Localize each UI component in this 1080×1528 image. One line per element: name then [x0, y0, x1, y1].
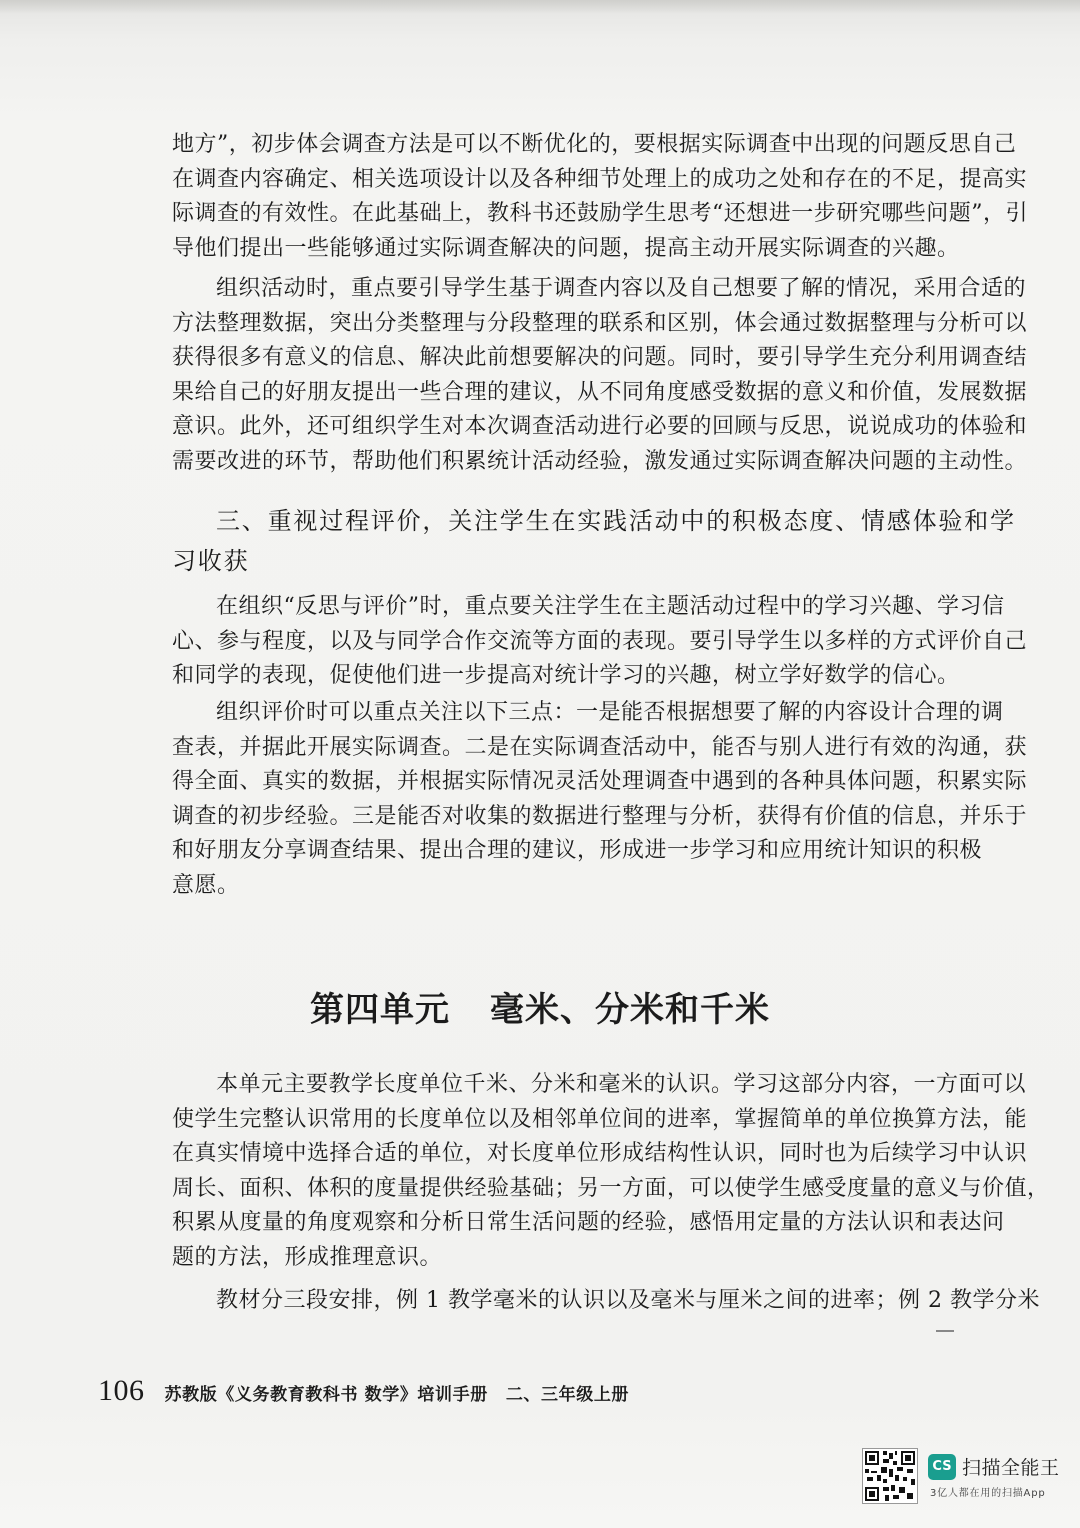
text-line: 果给自己的好朋友提出一些合理的建议，从不同角度感受数据的意义和价值，发展数据: [172, 379, 1028, 405]
text-line: 题的方法，形成推理意识。: [172, 1244, 443, 1270]
text-line: 和好朋友分享调查结果、提出合理的建议，形成进一步学习和应用统计知识的积极: [172, 838, 983, 863]
chapter-title: [0, 982, 1080, 1031]
book-title: [165, 1380, 630, 1405]
section-heading-3: [172, 501, 1016, 581]
text-line: 在组织“反思与评价”时，重点要关注学生在主题活动过程中的学习兴趣、学习信: [216, 594, 1005, 619]
text-line: 意识。此外，还可组织学生对本次调查活动进行必要的回顾与反思，说说成功的体验和: [172, 414, 1028, 439]
chapter-unit: 第四单元: [310, 990, 450, 1030]
text-line: 际调查的有效性。在此基础上，教科书还鼓励学生思考“还想进一步研究哪些问题”，引: [172, 201, 1028, 226]
heading-line: 三、重视过程评价，关注学生在实践活动中的积极态度、情感体验和学: [216, 507, 1016, 535]
pen-mark: [936, 1330, 954, 1332]
text-line: 地方”，初步体会调查方法是可以不断优化的，要根据实际调查中出现的问题反思自己: [172, 132, 1017, 157]
text-line: 在真实情境中选择合适的单位，对长度单位形成结构性认识，同时也为后续学习中认识: [172, 1141, 1028, 1166]
text-line: 和同学的表现，促使他们进一步提高对统计学习的兴趣，树立学好数学的信心。: [172, 663, 960, 688]
page-number: 106: [98, 1374, 145, 1407]
text-line: 使学生完整认识常用的长度单位以及相邻单位间的进率，掌握简单的单位换算方法，能: [172, 1106, 1028, 1132]
paragraph-6: [172, 1284, 1040, 1319]
text-line: 心、参与程度，以及与同学合作交流等方面的表现。要引导学生以多样的方式评价自己: [172, 628, 1028, 654]
text-line: 查表，并据此开展实际调查。二是在实际调查活动中，能否与别人进行有效的沟通，获: [172, 734, 1028, 760]
paragraph-4: [172, 696, 1028, 903]
chapter-name: 毫米、分米和千米: [490, 990, 770, 1030]
scanner-brand-row: [928, 1453, 1060, 1480]
scanner-brand: [928, 1453, 1060, 1499]
text-line: 调查的初步经验。三是能否对收集的数据进行整理与分析，获得有价值的信息，并乐于: [172, 803, 1028, 829]
paragraph-1: [172, 128, 1028, 266]
scanner-tagline: 3亿人都在用的扫描App: [930, 1488, 1046, 1499]
text-line: 方法整理数据，突出分类整理与分段整理的联系和区别，体会通过数据整理与分析可以: [172, 310, 1028, 336]
paragraph-2: [172, 272, 1028, 479]
book-title-text: 苏教版《义务教育教科书 数学》培训手册: [164, 1385, 488, 1405]
paragraph-3: [172, 590, 1028, 694]
page-footer: [98, 1374, 629, 1408]
text-line: 需要改进的环节，帮助他们积累统计活动经验，激发通过实际调查解决问题的主动性。: [172, 448, 1028, 474]
grade-label: 二、三年级上册: [505, 1385, 630, 1405]
camscanner-logo-icon: CS: [928, 1454, 956, 1480]
text-line: 本单元主要教学长度单位千米、分米和毫米的认识。学习这部分内容，一方面可以: [216, 1072, 1027, 1097]
text-line: 得全面、真实的数据，并根据实际情况灵活处理调查中遇到的各种具体问题，积累实际: [172, 769, 1028, 794]
text-line: 周长、面积、体积的度量提供经验基础；另一方面，可以使学生感受度量的意义与价值，: [172, 1175, 1050, 1201]
text-line: 获得很多有意义的信息、解决此前想要解决的问题。同时，要引导学生充分利用调查结: [172, 345, 1028, 370]
qr-code-icon: [862, 1448, 918, 1504]
scan-top-edge: [0, 0, 1080, 14]
heading-line: 习收获: [172, 547, 250, 575]
scanner-watermark: [862, 1448, 1060, 1504]
text-line: 组织评价时可以重点关注以下三点：一是能否根据想要了解的内容设计合理的调: [216, 700, 1004, 725]
text-line: 意愿。: [172, 872, 240, 898]
text-line: 导他们提出一些能够通过实际调查解决的问题，提高主动开展实际调查的兴趣。: [172, 235, 960, 261]
text-line: 教材分三段安排，例 1 教学毫米的认识以及毫米与厘米之间的进率；例 2 教学分米: [216, 1288, 1040, 1313]
scanner-app-name: 扫描全能王: [962, 1457, 1060, 1479]
text-line: 组织活动时，重点要引导学生基于调查内容以及自己想要了解的情况，采用合适的: [216, 276, 1027, 301]
paragraph-5: [172, 1068, 1050, 1275]
text-line: 在调查内容确定、相关选项设计以及各种细节处理上的成功之处和存在的不足，提高实: [172, 166, 1028, 192]
text-line: 积累从度量的角度观察和分析日常生活问题的经验，感悟用定量的方法认识和表达问: [172, 1210, 1005, 1235]
